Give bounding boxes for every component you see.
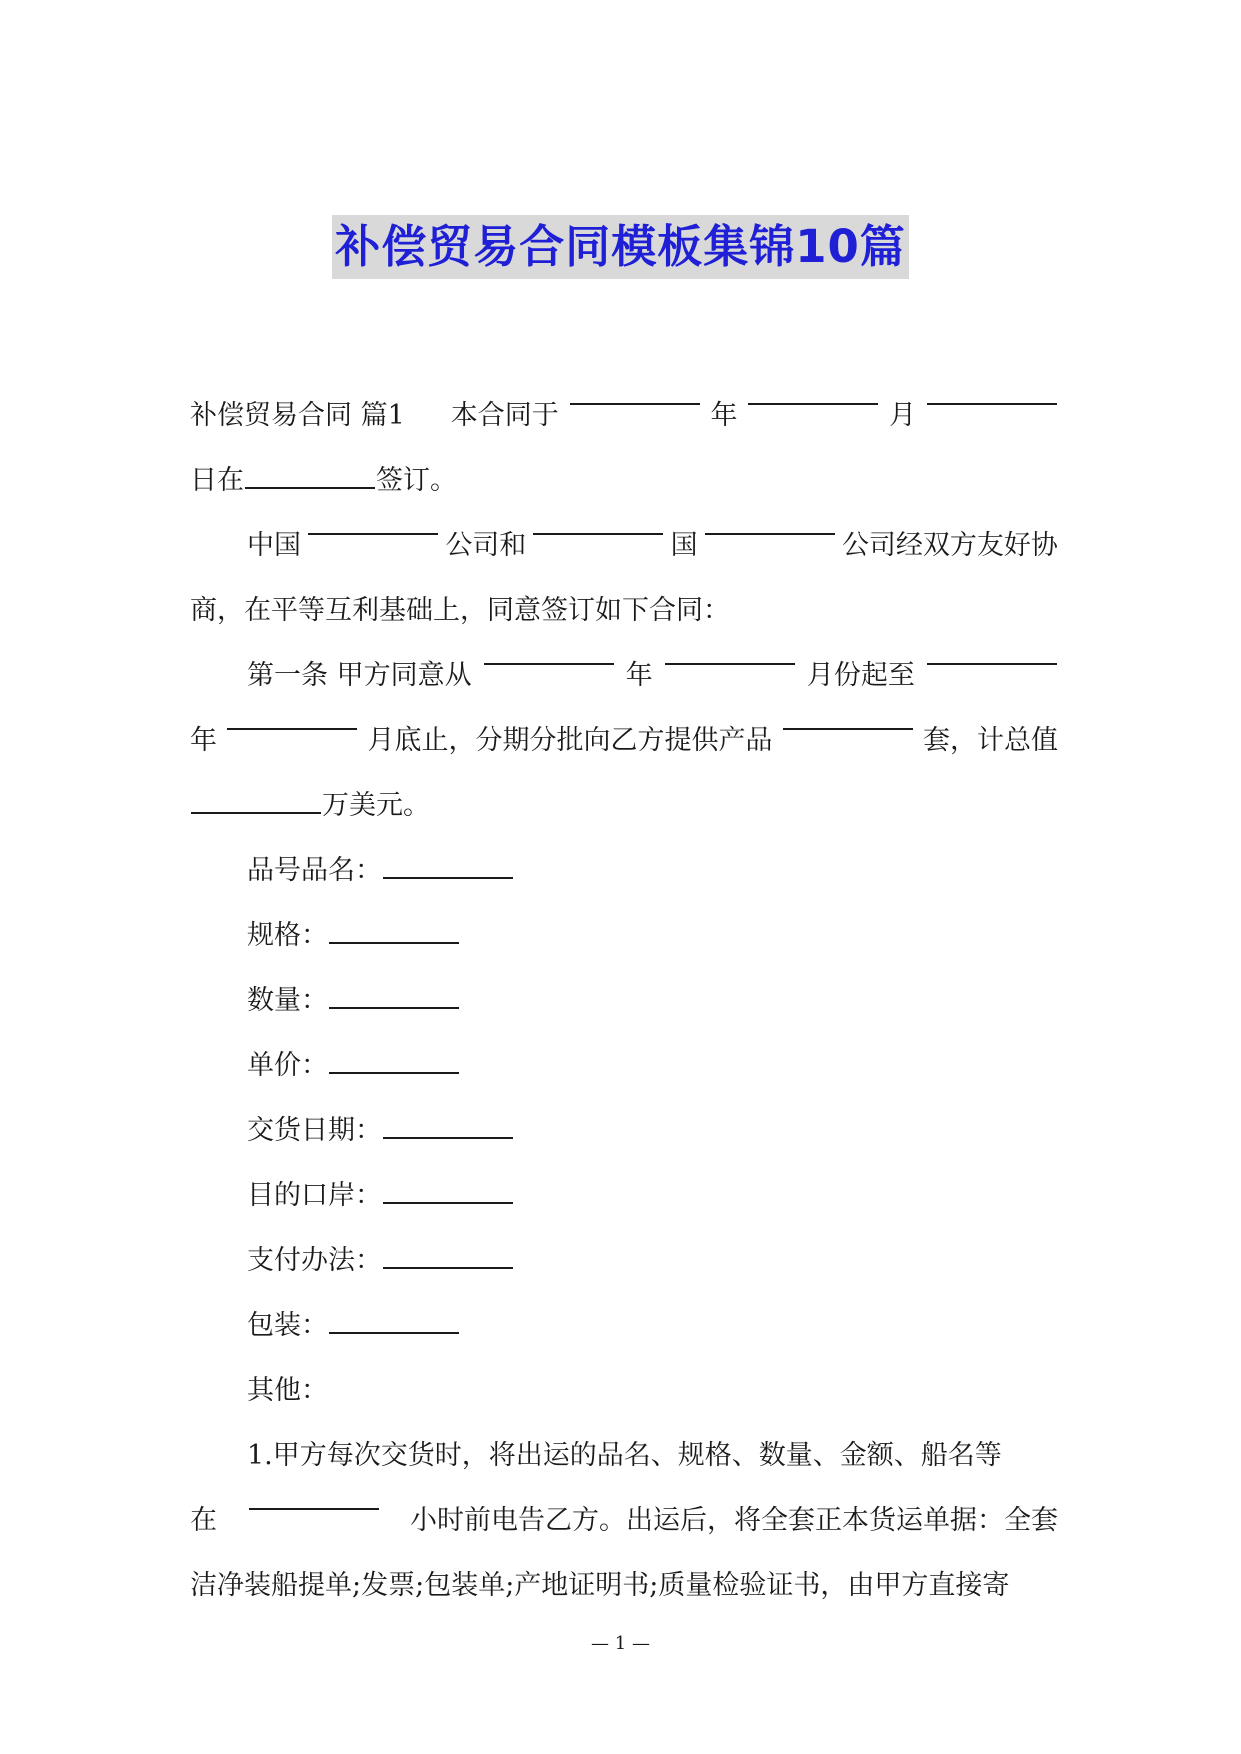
field-line-packing: 包装：	[190, 1293, 1058, 1358]
field-line-spec: 规格：	[190, 903, 1058, 968]
fill-blank	[665, 643, 795, 665]
fill-blank	[383, 1247, 513, 1269]
text-line: 在 小时前电告乙方。出运后，将全套正本货运单据：全套	[190, 1488, 1058, 1553]
fill-blank	[249, 1488, 379, 1510]
title-container	[0, 215, 1241, 279]
text-line: 洁净装船提单;发票;包装单;产地证明书;质量检验证书，由甲方直接寄	[190, 1570, 1010, 1601]
fill-blank	[329, 1312, 459, 1334]
field-line-quantity: 数量：	[190, 968, 1058, 1033]
text-line: 年 月底止，分期分批向乙方提供产品 套，计总值	[190, 708, 1058, 773]
fill-blank	[927, 643, 1057, 665]
document-title: 补偿贸易合同模板集锦10篇	[332, 215, 909, 279]
fill-blank	[927, 383, 1057, 405]
fill-blank	[383, 857, 513, 879]
fill-blank	[329, 1052, 459, 1074]
fill-blank	[705, 513, 835, 535]
text-line: 商，在平等互利基础上，同意签订如下合同：	[190, 595, 730, 626]
fill-blank	[191, 792, 321, 814]
text-line: 日在 签订。	[190, 465, 457, 496]
fill-blank	[227, 708, 357, 730]
fill-blank	[383, 1182, 513, 1204]
fill-blank	[783, 708, 913, 730]
fill-blank	[308, 513, 438, 535]
text-line: 1.甲方每次交货时，将出运的品名、规格、数量、金额、船名等	[247, 1440, 1002, 1471]
field-line-delivery-date: 交货日期：	[190, 1098, 1058, 1163]
fill-blank	[533, 513, 663, 535]
text-line: 第一条 甲方同意从 年 月份起至	[190, 643, 1058, 708]
fill-blank	[383, 1117, 513, 1139]
line-segment: 补偿贸易合同 篇1 本合同于	[190, 400, 559, 431]
text-line	[190, 383, 1058, 448]
field-line-unit-price: 单价：	[190, 1033, 1058, 1098]
field-line-product-name: 品号品名：	[190, 838, 1058, 903]
page-number: — 1 —	[591, 1633, 650, 1654]
text-line: 中国 公司和 国 公司经双方友好协	[190, 513, 1058, 578]
line-segment: 月	[889, 400, 917, 431]
fill-blank	[748, 383, 878, 405]
fill-blank	[329, 987, 459, 1009]
field-line-payment: 支付办法：	[190, 1228, 1058, 1293]
fill-blank	[329, 922, 459, 944]
text-line: 万美元。	[190, 773, 1058, 838]
fill-blank	[484, 643, 614, 665]
fill-blank	[245, 467, 375, 489]
field-line-other: 其他：	[247, 1375, 328, 1406]
field-line-destination-port: 目的口岸：	[190, 1163, 1058, 1228]
fill-blank	[570, 383, 700, 405]
document-body	[190, 383, 1058, 1618]
line-segment: 年	[710, 400, 738, 431]
